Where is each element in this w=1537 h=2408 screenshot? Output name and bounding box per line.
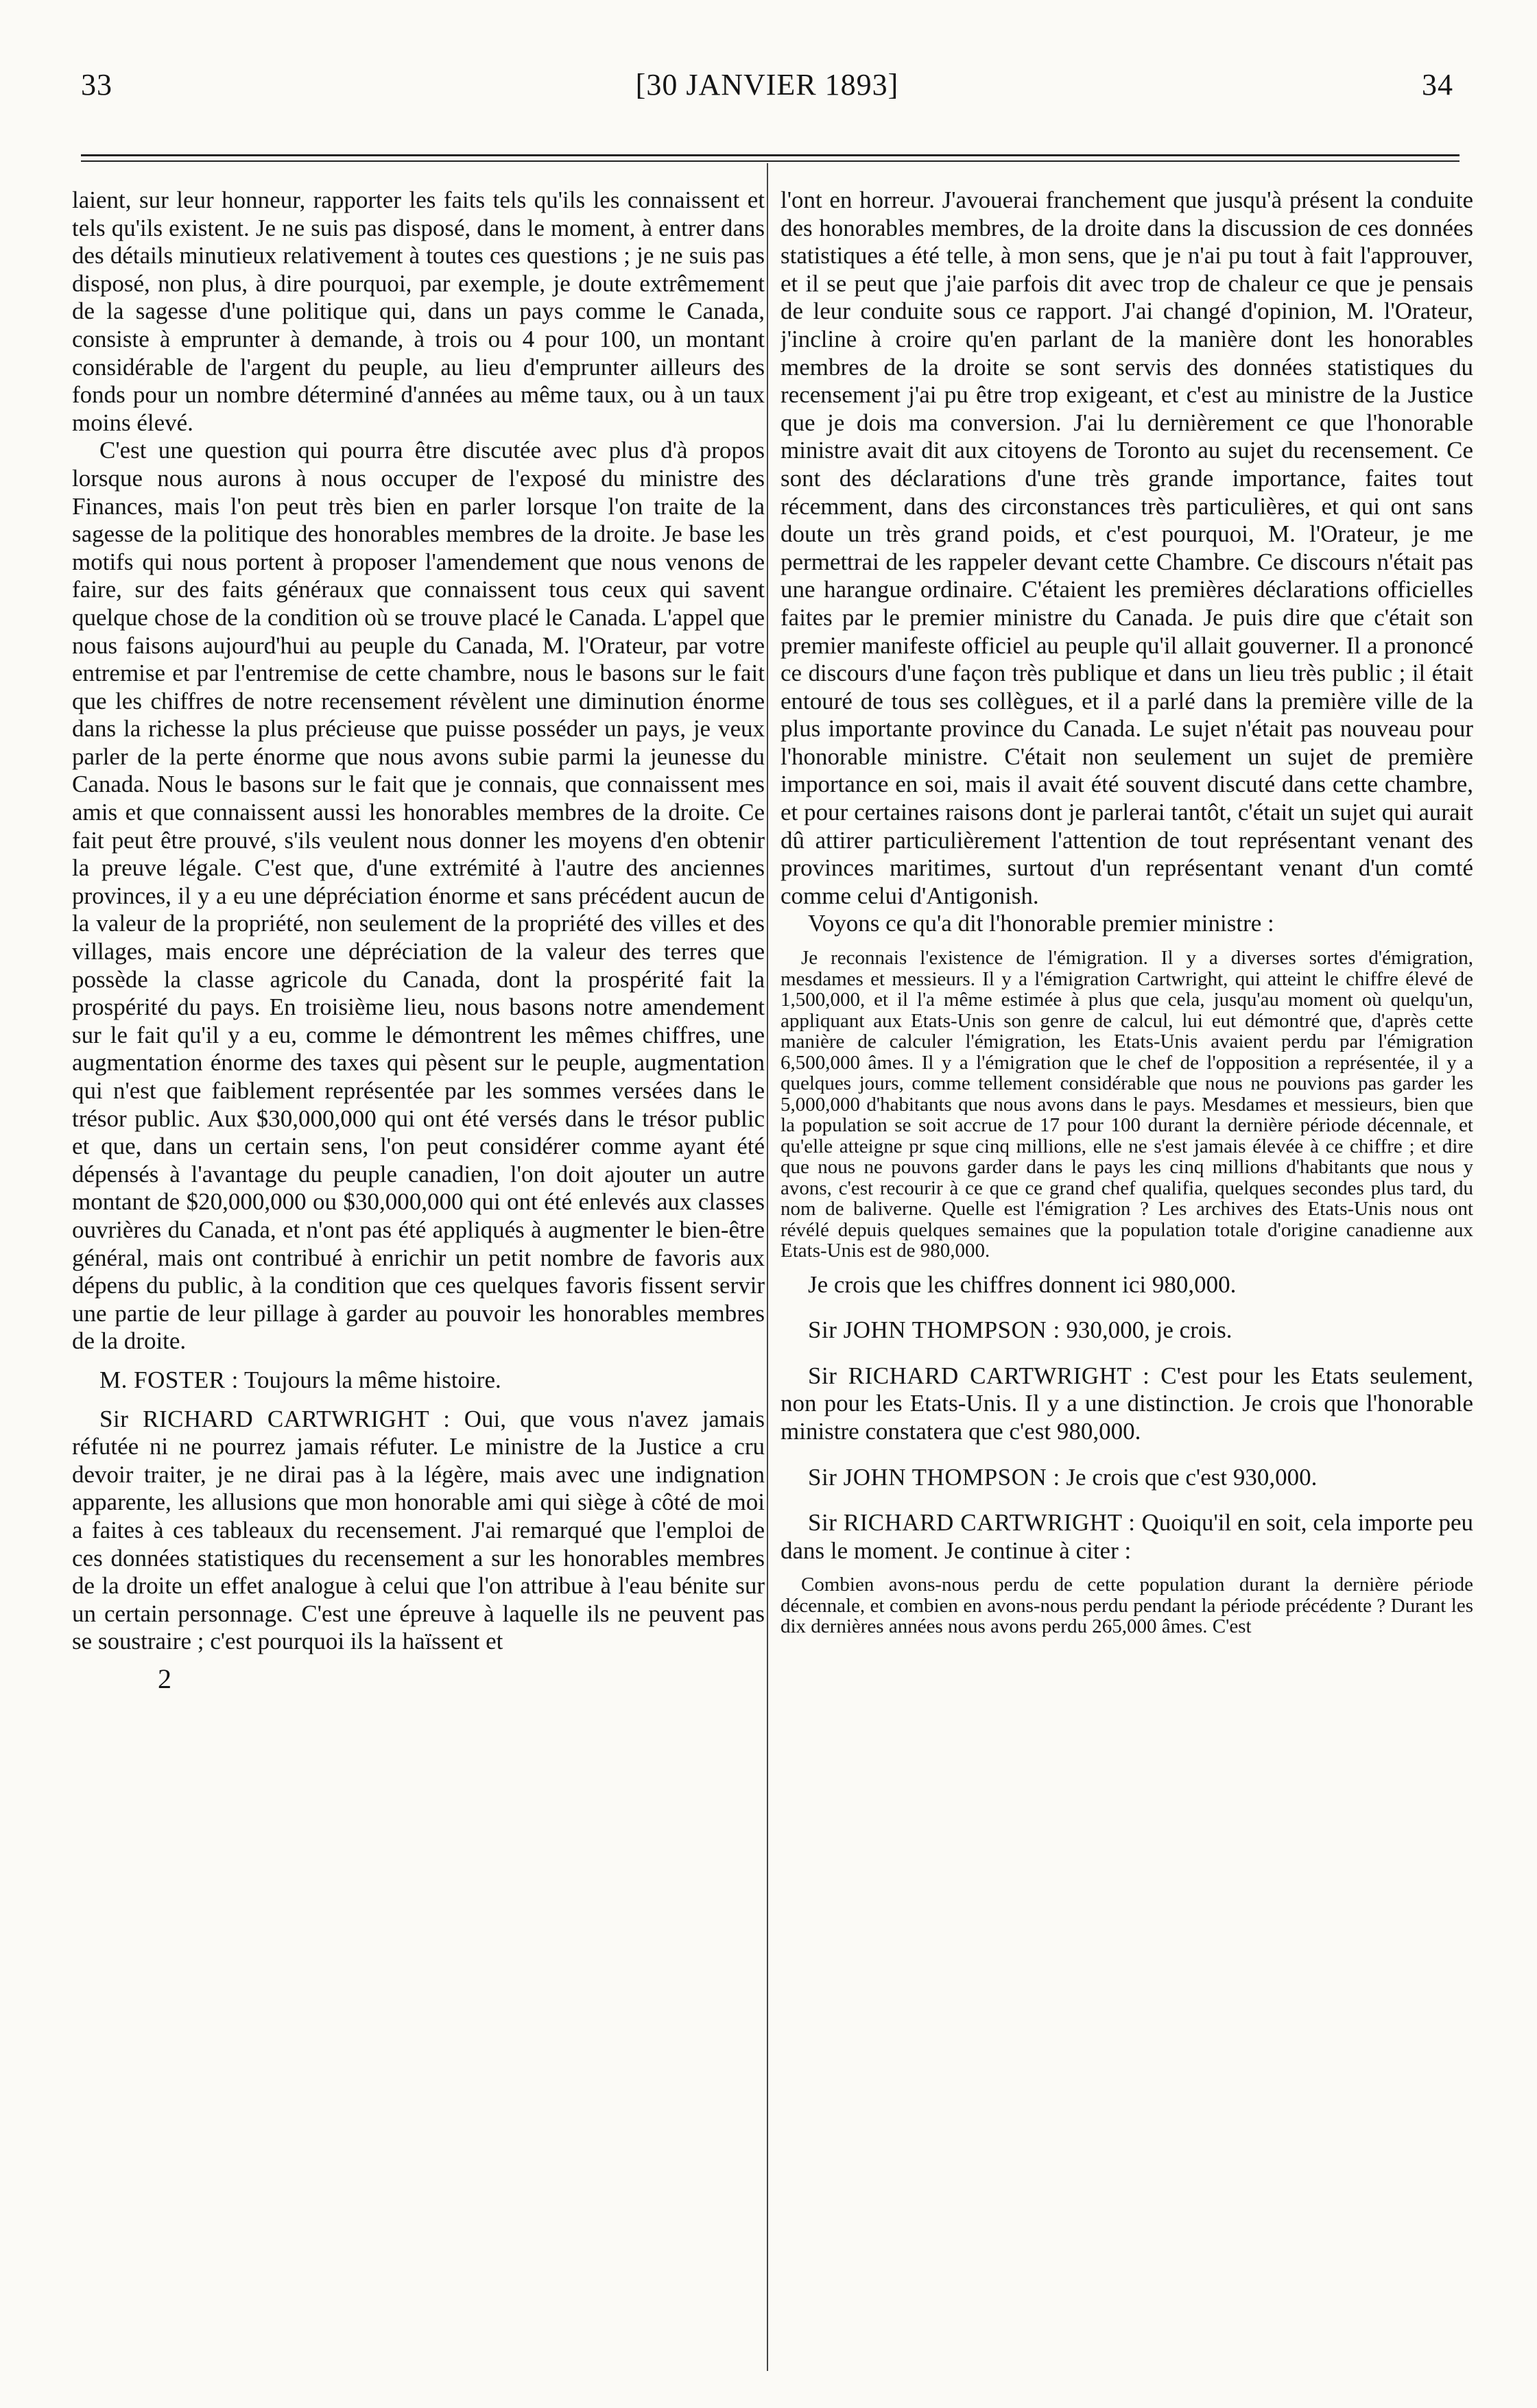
quotation-2: Combien avons-nous perdu de cette population durant la dernière période décennale, et combien en avons-nous perdu pendant la période précédente ? Durant les dix dernières années nous avons perdu 265,000 âmes. C'est: [781, 1574, 1473, 1638]
speaker-cartwright-2: Sir RICHARD CARTWRIGHT :: [808, 1362, 1150, 1389]
right-paragraph-2: Voyons ce qu'a dit l'honorable premier ministre :: [808, 910, 1274, 937]
left-paragraph-2: C'est une question qui pourra être discutée avec plus d'à propos lorsque nous aurons à nous occuper de l'exposé du ministre des Finances, mais l'on peut très bien en parler lorsque l'on traite de la sagesse de la politique des honorables membres de la droite. Je base les motifs qui nous portent à proposer l'amendement que nous venons de faire, sur des faits généraux que connaissent tous ceux qui savent quelque chose de la condition où se trouve placé le Canada. L'appel que nous faisons aujourd'hui au peuple du Canada, M. l'Orateur, par votre entremise et par l'entremise de cette chambre, nous le basons sur le fait que les chiffres de notre recensement révèlent une diminution énorme dans la richesse la plus précieuse que puisse posséder un pays, je veux parler de la perte énorme que nous avons subie parmi la jeunesse du Canada. Nous le basons sur le fait que je connais, que connaissent mes amis et que connaissent aussi les honorables membres de la droite. Ce fait peut être prouvé, s'ils veulent nous donner les moyens d'en obtenir la preuve légale. C'est que, d'une extrémité à l'autre des anciennes provinces, il y a eu une dépréciation énorme et sans précédent aucun de la valeur de la propriété, non seulement de la propriété des villes et des villages, mais encore une dépréciation de la valeur des terres que possède la classe agricole du Canada, dont la prospérité fait la prospérité du pays. En troisième lieu, nous basons notre amendement sur le fait qu'il y a eu, comme le démontrent les mêmes chiffres, une augmentation énorme des taxes qui pèsent sur le peuple, augmentation qui n'est que faiblement représentée par les sommes versées dans le trésor public. Aux $30,000,000 qui ont été versés dans le trésor public et que, dans un certain sens, l'on peut considérer comme ayant été dépensés à l'avantage du peuple canadien, l'on doit ajouter un autre montant de $20,000,000 ou $30,000,000 qui ont été enlevés aux classes ouvrières du Canada, et n'ont pas été appliqués à augmenter le bien-être général, mais ont contribué à enrichir un petit nombre de favoris aux dépens du public, à la condition que ces quelques favoris fissent servir une partie de leur pillage à garder au pouvoir les honorables membres de la droite.: [72, 437, 765, 1355]
right-column: [781, 186, 1473, 2374]
thompson-remark-2: [781, 1464, 1473, 1492]
header-rule-top: [81, 154, 1459, 156]
right-paragraph-1: l'ont en horreur. J'avouerai franchement que jusqu'à présent la conduite des honorables membres, de la droite dans la discussion de ces données statistiques a été telle, à mon sens, que je n'ai pu tout à fait l'approuver, et il se peut que j'aie parfois dit avec trop de chaleur ce que je pensais de leur conduite sous ce rapport. J'ai changé d'opinion, M. l'Orateur, j'incline à croire qu'en parlant de la manière dont les honorables membres de la droite se sont servis des données statistiques du recensement j'ai pu être trop exigeant, et c'est au ministre de la Justice que je dois ma conversion. J'ai lu dernièrement ce que l'honorable ministre avait dit aux citoyens de Toronto au sujet du recensement. Ce sont des déclarations d'une très grande importance, faites tout récemment, dans des circonstances très particulières, et qui ont sans doute un très grand poids, et c'est pourquoi, M. l'Orateur, je me permettrai de les rappeler devant cette Chambre. Ce discours n'était pas une harangue ordinaire. C'étaient les premières déclarations officielles faites par le premier ministre du Canada. Je puis dire que c'était son premier manifeste officiel au peuple qu'il allait gouverner. Il a prononcé ce discours d'une façon très publique et dans un lieu très public ; il était entouré de tous ses collègues, et il a parlé dans la première ville de la plus importante province du Canada. Le sujet n'était pas nouveau pour l'honorable ministre. C'était non seulement un sujet de première importance en soi, mais il avait été souvent discuté dans cette chambre, et pour certaines raisons dont je parlerai tantôt, c'était un sujet qui aurait dû attirer particulièrement l'attention de tout représentant venant des provinces maritimes, surtout d'un représentant venant d'un comté comme celui d'Antigonish.: [781, 186, 1473, 909]
thompson-remark-1: [781, 1316, 1473, 1345]
speaker-thompson-2: Sir JOHN THOMPSON :: [808, 1463, 1060, 1491]
speaker-thompson-1: Sir JOHN THOMPSON :: [808, 1316, 1060, 1344]
cartwright-remark-3-text: Quoiqu'il en soit, cela importe peu dans le moment. Je continue à citer :: [781, 1509, 1473, 1564]
header-rule-bottom: [81, 160, 1459, 162]
foster-remark: [72, 1366, 765, 1395]
page-number-right: 34: [1422, 68, 1453, 101]
page-header: [62, 67, 1473, 108]
right-paragraph-3: Je crois que les chiffres donnent ici 980,000.: [808, 1271, 1237, 1298]
page-number-left: 33: [81, 68, 112, 101]
cartwright-remark-2-text: C'est pour les Etats seulement, non pour les Etats-Unis. Il y a une distinction. Je crois que l'honorable ministre constatera que c'est 980,000.: [781, 1362, 1473, 1445]
thompson-remark-1-text: 930,000, je crois.: [1066, 1316, 1232, 1344]
cartwright-remark-3: [781, 1509, 1473, 1565]
left-column: [72, 186, 765, 2381]
speaker-foster: M. FOSTER :: [99, 1366, 239, 1393]
left-paragraph-1: laient, sur leur honneur, rapporter les faits tels qu'ils les connaissent et tels qu'ils existent. Je ne suis pas disposé, dans le moment, à entrer dans des détails minutieux relativement à toutes ces questions ; je ne suis pas disposé, non plus, à dire pourquoi, par exemple, je doute extrêmement de la sagesse d'une politique qui, dans un pays comme le Canada, consiste à emprunter à demande, à trois ou 4 pour 100, un montant considérable de l'argent du peuple, au lieu d'emprunter ailleurs des fonds pour un nombre déterminé d'années au même taux, ou à un taux moins élevé.: [72, 186, 765, 436]
cartwright-remark-text: Oui, que vous n'avez jamais réfutée ni ne pourrez jamais réfuter. Le ministre de la Justice a cru devoir traiter, je ne dirai pas à la légère, mais avec une indignation apparente, les allusions que mon honorable ami qui siège à côté de moi a faites à ces tableaux du recensement. J'ai remarqué que l'emploi de ces données statistiques du recensement a sur les honorables membres de la droite un effet analogue à celui que l'on attribue à l'eau bénite sur un certain personnage. C'est une épreuve à laquelle ils ne peuvent pas se soustraire ; c'est pourquoi ils la haïssent et: [72, 1405, 765, 1655]
thompson-remark-2-text: Je crois que c'est 930,000.: [1066, 1463, 1318, 1491]
signature-mark: 2: [158, 1663, 171, 1694]
quotation-1: Je reconnais l'existence de l'émigration. Il y a diverses sortes d'émigration, mesdames et messieurs. Il y a l'émigration Cartwright, qui atteint le chiffre élevé de 1,500,000, et il l'a même estimée à plus que cela, jusqu'au moment où quelqu'un, appliquant aux Etats-Unis son genre de calcul, lui eut démontré que, d'après cette manière de calculer l'émigration, les Etats-Unis avaient perdu par l'émigration 6,500,000 âmes. Il y a l'émigration que le chef de l'opposition a représentée, il y a quelques jours, comme tellement considérable que nous ne pouvions pas garder les 5,000,000 d'habitants que nous avons dans le pays. Mesdames et messieurs, bien que la population se soit accrue de 17 pour 100 durant la dernière période décennale, et qu'elle atteigne pr sque cinq millions, elle ne s'est jamais élevée à ce chiffre ; et dire que nous ne pouvons garder dans le pays les cinq millions d'habitants que nous y avons, c'est recourir à ce que ce grand chef qualifia, quelques secondes plus tard, du nom de baliverne. Quelle est l'émigration ? Les archives des Etats-Unis nous ont révélé depuis quelques semaines que la population totale d'origine canadienne aux Etats-Unis est de 980,000.: [781, 947, 1473, 1262]
foster-remark-text: Toujours la même histoire.: [244, 1366, 501, 1393]
cartwright-remark-2: [781, 1362, 1473, 1446]
cartwright-remark: [72, 1406, 765, 1656]
speaker-cartwright: Sir RICHARD CARTWRIGHT :: [99, 1405, 451, 1432]
speaker-cartwright-3: Sir RICHARD CARTWRIGHT :: [808, 1509, 1136, 1537]
header-date: [30 JANVIER 1893]: [635, 68, 899, 101]
column-divider: [767, 163, 768, 2371]
